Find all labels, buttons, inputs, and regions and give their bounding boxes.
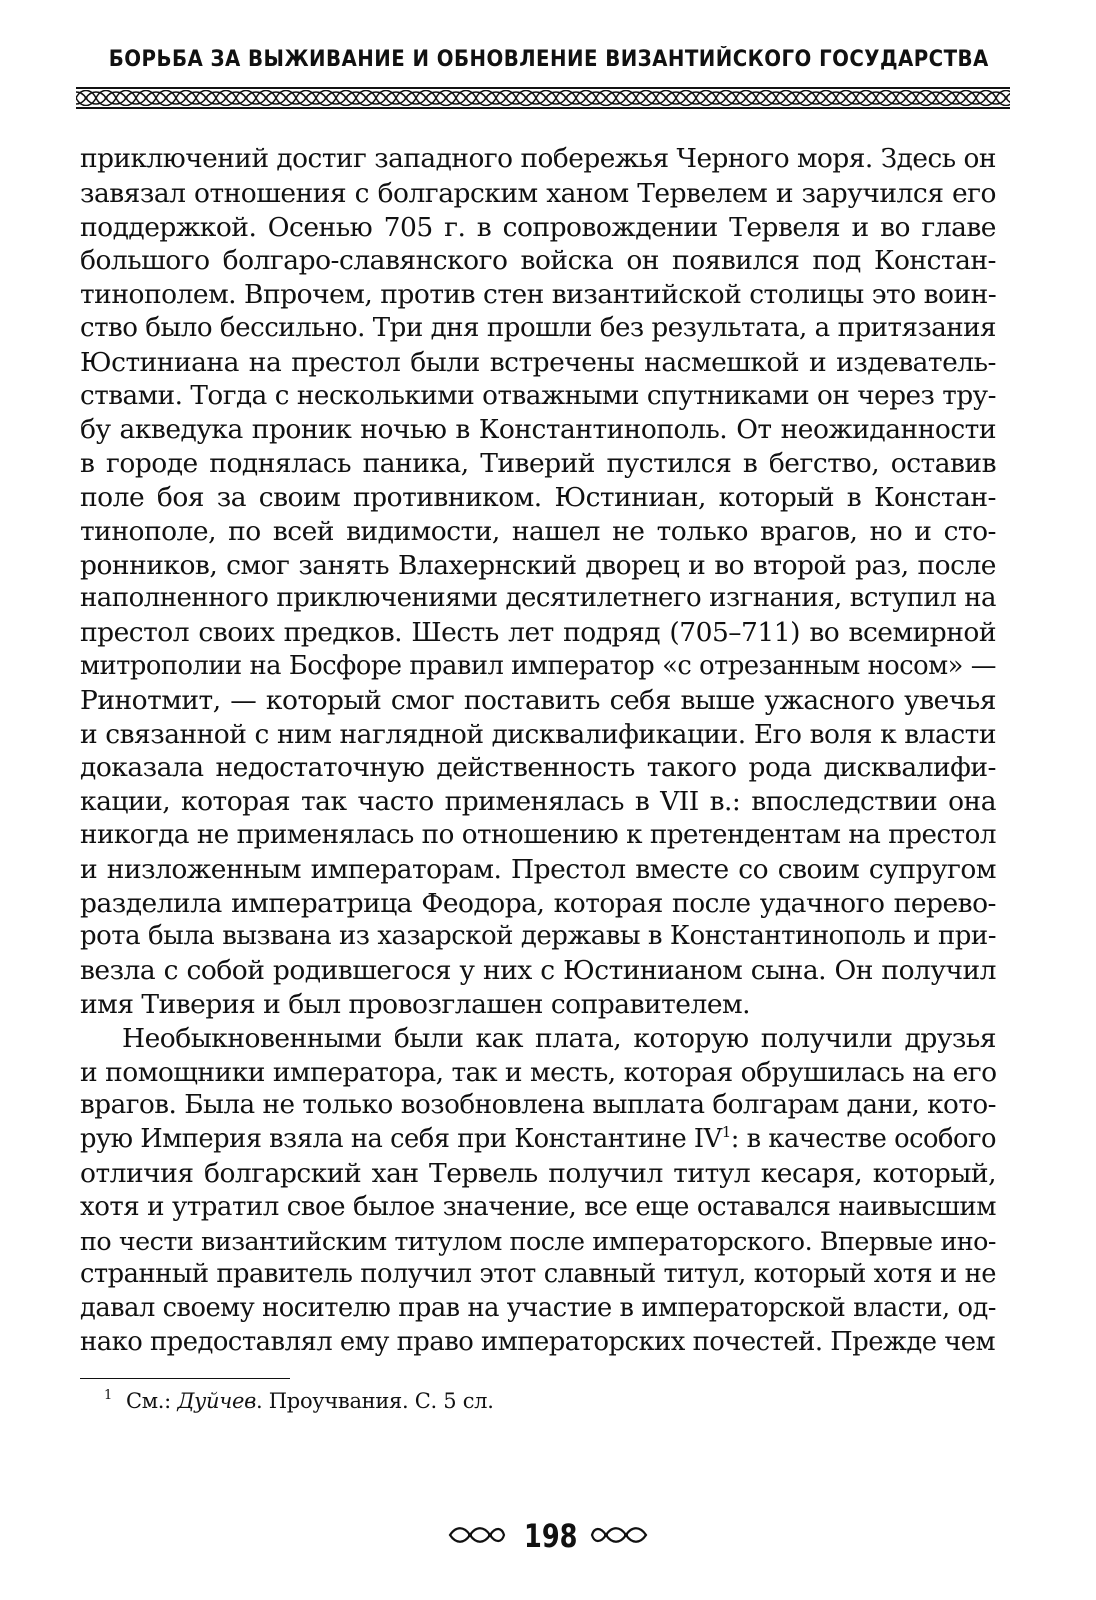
body-text (80, 143, 996, 1360)
text-line: ствами. Тогда с несколькими отважными спутниками он через тру- (80, 380, 996, 411)
text-line: в городе поднялась паника, Тиверий пустился в бегство, оставив (80, 448, 996, 480)
text-line: давал своему носителю прав на участие в императорской власти, од- (80, 1293, 996, 1324)
text-line: и низложенным императорам. Престол вместе со своим супругом (80, 853, 996, 885)
text-line: рота была вызвана из хазарской державы в Константинополь и при- (80, 921, 996, 952)
text-line: имя Тиверия и был провозглашен соправителем. (80, 988, 751, 1020)
text-line: везла с собой родившегося у них с Юстинианом сына. Он получил (80, 955, 996, 987)
footnote (104, 1386, 984, 1416)
footnote-author: Дуйчев (177, 1389, 257, 1413)
footnote-prefix: См.: (125, 1389, 178, 1413)
text-line: приключений достиг западного побережья Черного моря. Здесь он (80, 144, 996, 174)
text-segment: рую Империя взяла на себя при Константине IV (80, 1124, 722, 1155)
text-line: Необыкновенными были как плата, которую получили друзья (122, 1022, 996, 1054)
text-line: по чести византийским титулом после императорского. Впервые ино- (80, 1225, 996, 1256)
text-line: нако предоставлял ему право императорских почестей. Прежде чем (80, 1326, 996, 1357)
footnote-ref[interactable]: 1 (721, 1123, 731, 1142)
footnote-rest: . Проучвания. С. 5 сл. (256, 1389, 494, 1413)
text-line: завязал отношения с болгарским ханом Тервелем и заручился его (80, 177, 996, 209)
text-line: тинополе, по всей видимости, нашел не только врагов, но и сто- (80, 515, 996, 547)
text-line: доказала недостаточную действенность такого рода дисквалифи- (80, 752, 996, 784)
text-line: кации, которая так часто применялась в VII в.: впоследствии она (80, 786, 996, 818)
text-segment: : в качестве особого (730, 1124, 996, 1155)
text-line: разделила императрица Феодора, которая после удачного перево- (80, 887, 996, 919)
text-line: отличия болгарский хан Тервель получил титул кесаря, который, (80, 1157, 996, 1189)
page-folio (448, 1510, 648, 1570)
text-line: Юстиниана на престол были встречены насмешкой и издеватель- (80, 346, 996, 378)
text-line: ство было бессильно. Три дня прошли без результата, а притязания (80, 312, 996, 343)
text-line: поддержкой. Осенью 705 г. в сопровождении Тервеля и во главе (80, 211, 996, 243)
text-line: и помощники императора, так и месть, которая обрушилась на его (80, 1056, 997, 1088)
folio-ornament-right-icon (590, 1523, 648, 1547)
text-line: престол своих предков. Шесть лет подряд (705–711) во всемирной (80, 617, 996, 649)
text-line: и связанной с ним наглядной дисквалификации. Его воля к власти (80, 718, 996, 750)
text-line: тинополем. Впрочем, против стен византийской столицы это воин- (80, 279, 997, 311)
page-number: 198 (524, 1517, 578, 1555)
folio-ornament-left-icon (448, 1523, 506, 1547)
text-line: митрополии на Босфоре правил император «с отрезанным носом» — (80, 650, 996, 681)
text-line: наполненного приключениями десятилетнего изгнания, вступил на (80, 583, 996, 614)
text-line: большого болгаро-славянского войска он появился под Констан- (80, 245, 996, 277)
text-line: ронников, смог занять Влахернский дворец и во второй раз, после (80, 549, 996, 581)
text-line: странный правитель получил этот славный титул, который хотя и не (80, 1259, 996, 1290)
footnote-mark: 1 (104, 1388, 112, 1403)
ornament-band (76, 86, 1010, 110)
text-line: врагов. Была не только возобновлена выплата болгарам дани, кото- (80, 1090, 996, 1121)
text-line: бу акведука проник ночью в Константинополь. От неожиданности (80, 414, 996, 446)
running-head: БОРЬБА ЗА ВЫЖИВАНИЕ И ОБНОВЛЕНИЕ ВИЗАНТИЙСКОГО ГОСУДАРСТВА (108, 47, 989, 72)
footnote-rule (80, 1378, 290, 1379)
text-line: хотя и утратил свое былое значение, все еще оставался наивысшим (80, 1191, 996, 1222)
text-line (80, 1123, 996, 1157)
text-line: никогда не применялась по отношению к претендентам на престол (80, 819, 996, 850)
text-line: поле боя за своим противником. Юстиниан, который в Констан- (80, 481, 996, 513)
text-line: Ринотмит, — который смог поставить себя выше ужасного увечья (80, 684, 996, 716)
